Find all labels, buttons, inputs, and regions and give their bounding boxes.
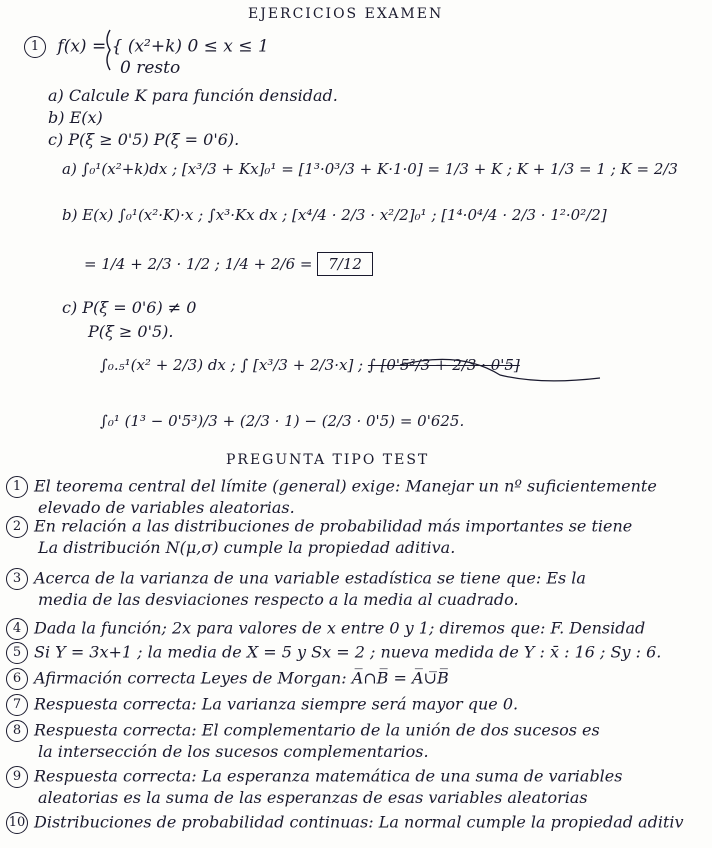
test-question-number-badge: 7 (6, 694, 28, 716)
test-question-text: Si Y = 3x+1 ; la media de X = 5 y Sx = 2 ; nueva medida de Y : x̄ : 16 ; Sy : 6. (34, 642, 662, 662)
solution-c-line-4: ∫₀¹ (1³ − 0'5³)/3 + (2/3 · 1) − (2/3 · 0'5) = 0'625. (100, 412, 465, 430)
solution-c-struck-text: ∫ [0'5³/3 + 2/3 · 0'5] (367, 356, 520, 374)
solution-c-line-2: P(ξ ≥ 0'5). (88, 322, 174, 341)
function-definition-line-2: 0 resto (120, 58, 181, 78)
solution-c-integral: ∫₀.₅¹(x² + 2/3) dx ; ∫ [x³/3 + 2/3·x] ; (100, 356, 364, 374)
test-heading: PREGUNTA TIPO TEST (226, 452, 430, 468)
page-title: EJERCICIOS EXAMEN (248, 6, 444, 22)
test-question-text: En relación a las distribuciones de probabilidad más importantes se tiene (34, 516, 633, 536)
solution-c-line-1: c) P(ξ = 0'6) ≠ 0 (62, 298, 197, 317)
test-question-text: Acerca de la varianza de una variable estadística se tiene que: Es la (34, 568, 586, 588)
test-question-number-badge: 4 (6, 618, 28, 640)
test-question-number-badge: 3 (6, 568, 28, 590)
function-definition-line-1: f(x) = { (x²+k) 0 ≤ x ≤ 1 (57, 36, 269, 57)
test-question-continuation: media de las desviaciones respecto a la media al cuadrado. (38, 590, 519, 609)
question-c: c) P(ξ ≥ 0'5) P(ξ = 0'6). (48, 130, 240, 149)
test-question-text: Distribuciones de probabilidad continuas: La normal cumple la propiedad aditiv (34, 812, 684, 832)
test-question-text: Respuesta correcta: La esperanza matemática de una suma de variables (34, 766, 623, 786)
solution-b-line-1: b) E(x) ∫₀¹(x²·K)·x ; ∫x³·Kx dx ; [x⁴/4 · 2/3 · x²/2]₀¹ ; [1⁴·0⁴/4 · 2/3 · 1²·0²/2] (62, 206, 607, 224)
question-a: a) Calcule K para función densidad. (48, 86, 338, 105)
test-question-number-badge: 5 (6, 642, 28, 664)
test-question-continuation: la intersección de los sucesos complementarios. (38, 742, 429, 761)
test-question-number-badge: 2 (6, 516, 28, 538)
test-question-number-badge: 1 (6, 476, 28, 498)
test-question-number-badge: 10 (6, 812, 28, 834)
exercise-number-badge: 1 (24, 36, 46, 58)
test-question-text: Dada la función; 2x para valores de x entre 0 y 1; diremos que: F. Densidad (34, 618, 646, 638)
test-question-text: El teorema central del límite (general) exige: Manejar un nº suficientemente (34, 476, 657, 496)
solution-b-expression: = 1/4 + 2/3 · 1/2 ; 1/4 + 2/6 = (84, 255, 313, 273)
scribble-stroke (400, 359, 600, 381)
test-question-text: Afirmación correcta Leyes de Morgan: A̅∩B̅ = A̅∪̅B̅ (34, 668, 449, 688)
test-question-text: Respuesta correcta: La varianza siempre será mayor que 0. (34, 694, 519, 714)
test-question-text: Respuesta correcta: El complementario de la unión de dos sucesos es (34, 720, 600, 740)
question-b: b) E(x) (48, 108, 103, 127)
test-question-continuation: elevado de variables aleatorias. (38, 498, 295, 517)
test-question-number-badge: 8 (6, 720, 28, 742)
solution-b-result-box: 7/12 (317, 252, 373, 276)
brace-stroke (107, 30, 110, 70)
test-question-number-badge: 6 (6, 668, 28, 690)
test-question-number-badge: 9 (6, 766, 28, 788)
test-question-continuation: La distribución N(μ,σ) cumple la propiedad aditiva. (38, 538, 456, 557)
solution-a: a) ∫₀¹(x²+k)dx ; [x³/3 + Kx]₀¹ = [1³·0³/3 + K·1·0] = 1/3 + K ; K + 1/3 = 1 ; K = 2/3 (62, 160, 678, 178)
test-question-continuation: aleatorias es la suma de las esperanzas de esas variables aleatorias (38, 788, 588, 807)
